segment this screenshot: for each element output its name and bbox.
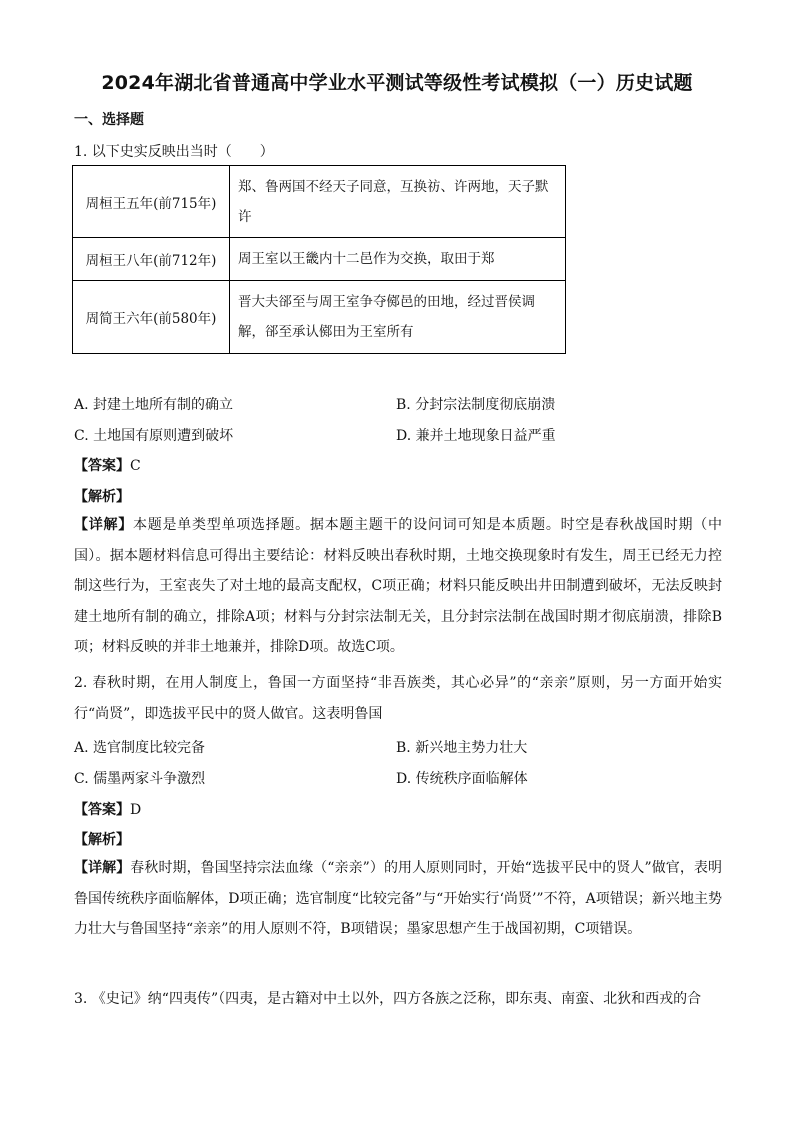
detail-text: 本题是单类型单项选择题。据本题主题干的设问词可知是本质题。时空是春秋战国时期（中国）。据本题材料信息可得出主要结论：材料反映出春秋时期，土地交换现象时有发生，周王已经无力控制这些行为，王室丧失了对土地的最高支配权，C项正确；材料只能反映出井田制遭到破坏，无法反映封建土地所有制的确立，排除A项；材料与分封宗法制无关，且分封宗法制在战国时期才彻底崩溃，排除B项；材料反映的并非土地兼并，排除D项。故选C项。 xyxy=(74,517,723,655)
q2-stem: 2. 春秋时期，在用人制度上，鲁国一方面坚持“非吾族类，其心必异”的“亲亲”原则，另一方面开始实行“尚贤”，即选拔平民中的贤人做官。这表明鲁国 xyxy=(74,675,722,722)
table-row xyxy=(73,238,566,281)
answer-value: D xyxy=(130,802,142,818)
table-cell-time: 周桓王五年(前715年) xyxy=(73,166,230,238)
q1-analysis xyxy=(74,486,130,506)
q1-option-a: A. 封建土地所有制的确立 xyxy=(74,397,234,413)
q2-option-a: A. 选官制度比较完备 xyxy=(74,740,206,756)
page-title: 2024年湖北省普通高中学业水平测试等级性考试模拟（一）历史试题 xyxy=(101,72,693,94)
answer-label: 【答案】 xyxy=(74,458,130,474)
q1-material-table xyxy=(72,165,566,354)
table-row xyxy=(73,166,566,238)
section-heading: 一、选择题 xyxy=(74,112,144,128)
analysis-label: 【解析】 xyxy=(74,832,130,848)
table-cell-event: 晋大夫郤至与周王室争夺鄇邑的田地，经过晋侯调解，郤至承认鄇田为王室所有 xyxy=(230,281,566,354)
answer-value: C xyxy=(130,458,141,474)
q2-option-d: D. 传统秩序面临解体 xyxy=(396,771,528,787)
q2-option-b: B. 新兴地主势力壮大 xyxy=(396,740,528,756)
detail-label: 【详解】 xyxy=(74,860,131,876)
q3-stem: 3. 《史记》纳“四夷传”（四夷，是古籍对中土以外，四方各族之泛称，即东夷、南蛮、北狄和西戎的合 xyxy=(74,991,702,1007)
table-cell-time: 周桓王八年(前712年) xyxy=(73,238,230,281)
table-cell-event: 郑、鲁两国不经天子同意，互换祊、许两地，天子默许 xyxy=(230,166,566,238)
q1-option-d: D. 兼并土地现象日益严重 xyxy=(396,428,556,444)
q2-analysis xyxy=(74,829,130,849)
q1-option-b: B. 分封宗法制度彻底崩溃 xyxy=(396,397,556,413)
q1-answer xyxy=(74,455,141,475)
analysis-label: 【解析】 xyxy=(74,489,130,505)
q2-answer xyxy=(74,799,141,819)
table-row xyxy=(73,281,566,354)
q1-option-c: C. 土地国有原则遭到破坏 xyxy=(74,428,234,444)
detail-label: 【详解】 xyxy=(74,517,133,533)
table-cell-event: 周王室以王畿内十二邑作为交换，取田于郑 xyxy=(230,238,566,281)
answer-label: 【答案】 xyxy=(74,802,130,818)
q2-detail xyxy=(74,853,722,945)
q1-detail xyxy=(74,510,722,663)
detail-text: 春秋时期，鲁国坚持宗法血缘（“亲亲”）的用人原则同时，开始“选拔平民中的贤人”做官，表明鲁国传统秩序面临解体，D项正确；选官制度“比较完备”与“开始实行‘尚贤’”不符，A项错误；新兴地主势力壮大与鲁国坚持“亲亲”的用人原则不符，B项错误；墨家思想产生于战国初期，C项错误。 xyxy=(74,860,722,937)
q2-option-c: C. 儒墨两家斗争激烈 xyxy=(74,771,206,787)
q1-stem: 1. 以下史实反映出当时（ ） xyxy=(74,144,274,160)
table-cell-time: 周简王六年(前580年) xyxy=(73,281,230,354)
